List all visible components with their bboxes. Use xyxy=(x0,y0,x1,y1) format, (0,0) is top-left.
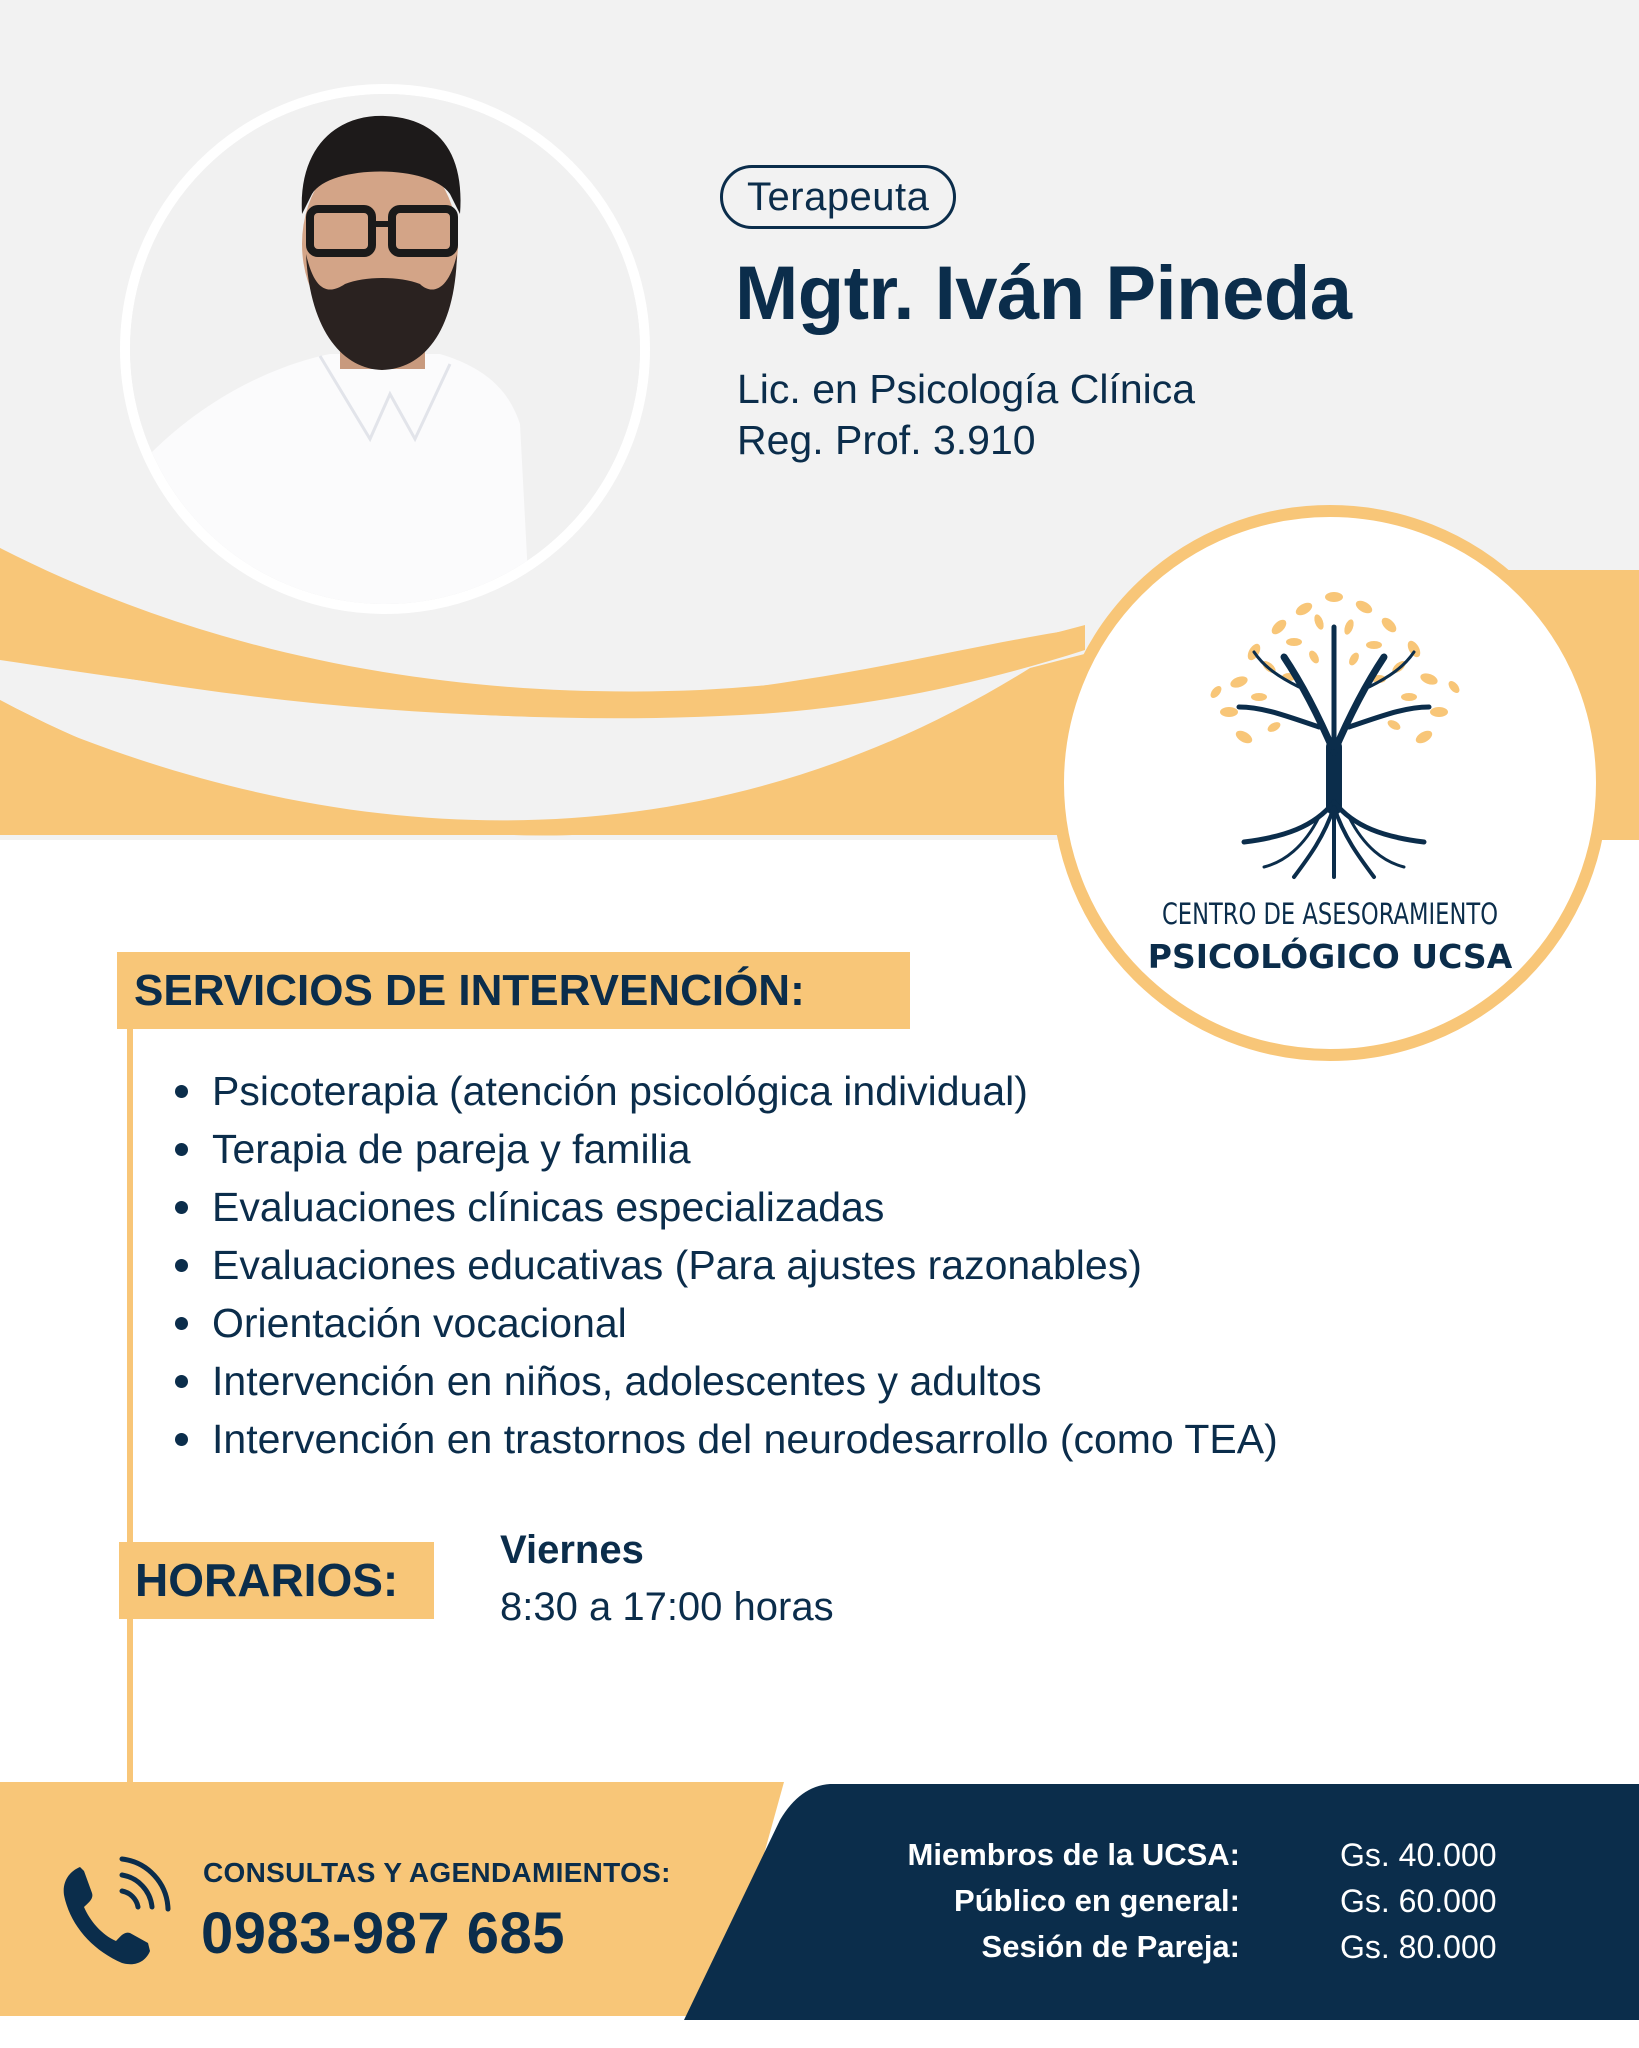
bullet-icon xyxy=(175,1143,188,1156)
price-label: Miembros de la UCSA: xyxy=(907,1837,1240,1872)
price-list xyxy=(820,1832,1497,1970)
price-label: Sesión de Pareja: xyxy=(981,1929,1240,1964)
accent-vertical-line xyxy=(127,1025,133,1820)
price-row xyxy=(820,1924,1497,1970)
portrait-image xyxy=(130,94,640,604)
price-value: Gs. 40.000 xyxy=(1340,1836,1497,1873)
service-item: Orientación vocacional xyxy=(175,1294,1278,1352)
bullet-icon xyxy=(175,1201,188,1214)
bullet-icon xyxy=(175,1085,188,1098)
contact-label: CONSULTAS Y AGENDAMIENTOS: xyxy=(203,1857,671,1888)
service-item: Intervención en trastornos del neurodesarrollo (como TEA) xyxy=(175,1410,1278,1468)
ucsa-logo xyxy=(1052,505,1608,1061)
phone-number-link[interactable]: 0983-987 685 xyxy=(201,1901,565,1966)
therapist-portrait xyxy=(120,84,650,614)
logo-text-line1: CENTRO DE ASESORAMIENTO xyxy=(1161,897,1499,931)
bullet-icon xyxy=(175,1317,188,1330)
price-row xyxy=(820,1832,1497,1878)
price-value: Gs. 60.000 xyxy=(1340,1882,1497,1919)
therapist-name: Mgtr. Iván Pineda xyxy=(735,251,1352,336)
service-item: Psicoterapia (atención psicológica individual) xyxy=(175,1062,1278,1120)
tree-with-roots-icon xyxy=(1194,567,1474,887)
service-item: Evaluaciones educativas (Para ajustes razonables) xyxy=(175,1236,1278,1294)
price-label: Público en general: xyxy=(954,1883,1240,1918)
price-row xyxy=(820,1878,1497,1924)
service-item: Terapia de pareja y familia xyxy=(175,1120,1278,1178)
role-tag: Terapeuta xyxy=(720,165,956,229)
service-item: Intervención en niños, adolescentes y adultos xyxy=(175,1352,1278,1410)
bullet-icon xyxy=(175,1259,188,1272)
schedule-day: Viernes xyxy=(500,1528,644,1572)
logo-text-line2: PSICOLÓGICO UCSA xyxy=(1147,937,1513,976)
bullet-icon xyxy=(175,1375,188,1388)
schedule-heading: HORARIOS: xyxy=(119,1542,434,1619)
services-list xyxy=(175,1062,1278,1468)
bullet-icon xyxy=(175,1433,188,1446)
price-value: Gs. 80.000 xyxy=(1340,1928,1497,1965)
service-item: Evaluaciones clínicas especializadas xyxy=(175,1178,1278,1236)
therapist-registration: Reg. Prof. 3.910 xyxy=(737,417,1036,463)
therapist-degree: Lic. en Psicología Clínica xyxy=(737,366,1196,412)
services-heading: SERVICIOS DE INTERVENCIÓN: xyxy=(117,952,910,1029)
phone-ringing-icon xyxy=(52,1845,182,1975)
schedule-hours: 8:30 a 17:00 horas xyxy=(500,1585,834,1629)
